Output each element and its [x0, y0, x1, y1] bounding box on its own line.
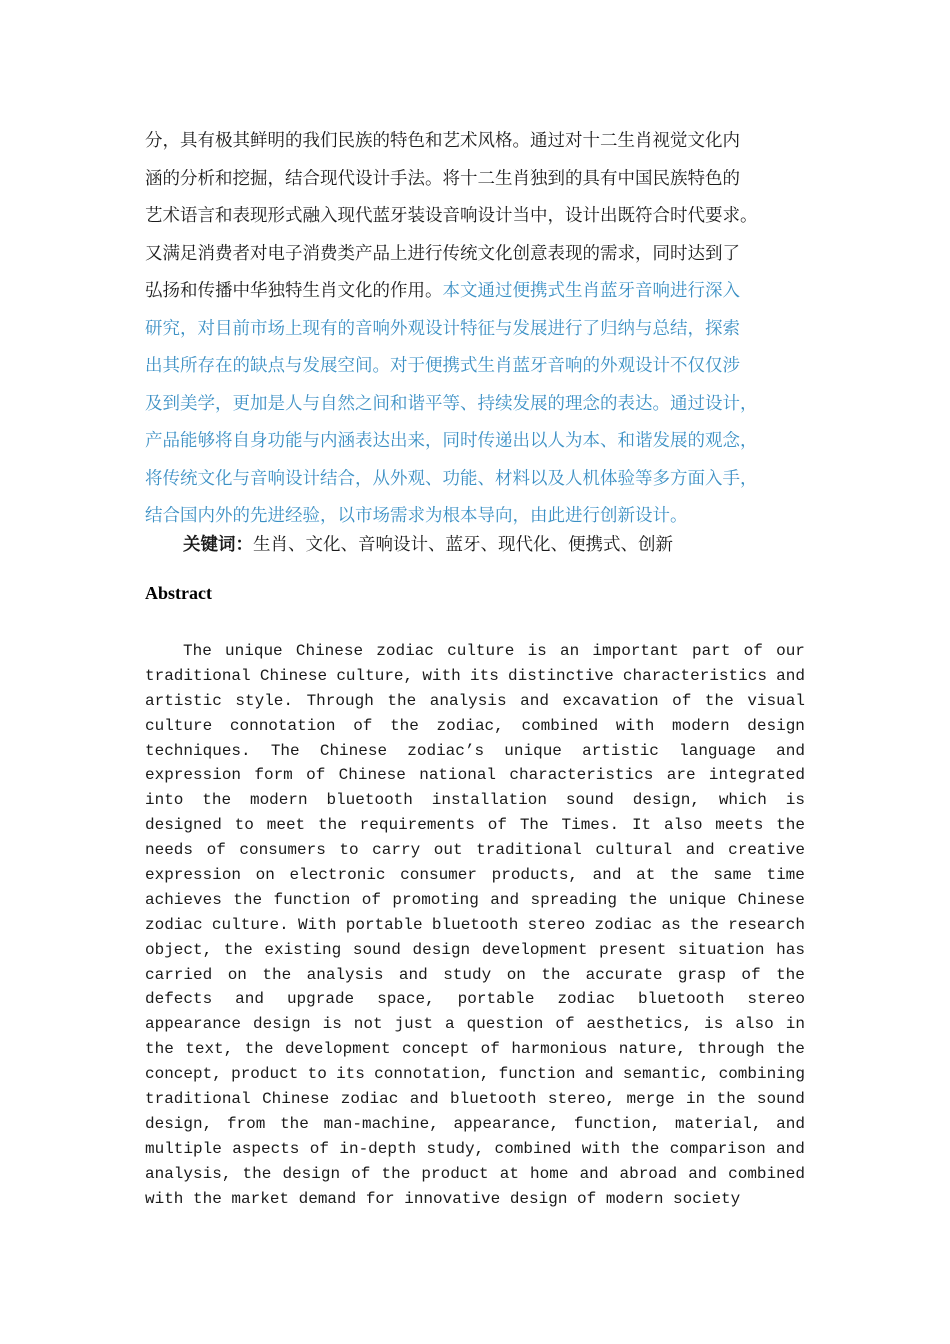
en-word: the [223, 940, 253, 959]
abstract-heading: Abstract [145, 583, 212, 603]
en-word: the [145, 1040, 174, 1059]
en-line [145, 863, 805, 888]
en-word: with [615, 716, 655, 735]
en-word: designed [145, 816, 222, 835]
en-word: material, [675, 1114, 762, 1133]
en-word: design [747, 716, 805, 735]
en-line [145, 1112, 805, 1137]
en-word: sound [565, 791, 614, 810]
en-word: traditional [145, 1090, 251, 1109]
en-word: The [519, 816, 549, 835]
en-word: zodiac [594, 915, 653, 934]
en-word: the [202, 791, 232, 810]
en-word: portable [457, 990, 535, 1009]
en-word: design [253, 1015, 311, 1034]
en-word: of [353, 716, 373, 735]
en-line [145, 913, 805, 938]
en-word: meet [266, 816, 306, 835]
en-word: merge [626, 1090, 675, 1109]
en-word: comparison [669, 1139, 766, 1158]
en-word: function [498, 1065, 576, 1084]
en-word: zodiac [376, 642, 434, 660]
en-word: a [444, 1015, 455, 1034]
en-line [145, 639, 805, 664]
en-word: of [306, 766, 326, 785]
en-word: to [234, 816, 254, 835]
en-word: the [318, 816, 347, 835]
en-word: meets [715, 816, 764, 835]
en-word: on [506, 965, 526, 984]
en-word: of [743, 642, 763, 660]
en-word: zodiac [340, 1090, 399, 1109]
en-word: distinctive [508, 666, 614, 685]
en-line [145, 1037, 805, 1062]
en-word: of [741, 965, 761, 984]
en-word: bluetooth [638, 990, 725, 1009]
en-word: bluetooth [450, 1090, 537, 1109]
en-word: It [631, 816, 652, 835]
en-word: the [689, 915, 719, 934]
en-line [145, 763, 805, 788]
en-word: the [387, 691, 417, 710]
cn-line-11: 结合国内外的先进经验，以市场需求为根本导向，由此进行创新设计。 [145, 506, 688, 526]
en-word: part [692, 642, 731, 660]
en-line [145, 1012, 805, 1037]
en-word: Chinese [295, 642, 364, 660]
keywords-line [183, 528, 673, 562]
english-abstract [145, 639, 805, 1211]
en-word: demand [298, 1189, 357, 1208]
en-word: the [704, 691, 734, 710]
en-word: modern [249, 791, 308, 810]
en-word: to [339, 841, 359, 860]
en-word: with [581, 1139, 621, 1158]
en-word: design [412, 940, 471, 959]
en-word: the [716, 1090, 746, 1109]
en-line [145, 963, 805, 988]
en-line [145, 714, 805, 739]
cn-line-5-highlight: 本文通过便携式生肖蓝牙音响进行深入 [442, 281, 740, 301]
en-word: combining [718, 1065, 805, 1084]
en-word: man-machine, [323, 1114, 439, 1133]
en-word: the [193, 1189, 222, 1208]
en-word: promoting [392, 890, 479, 909]
en-word: time [766, 866, 805, 885]
en-word: stereo [747, 990, 805, 1009]
en-word: existing [264, 940, 342, 959]
en-word: of [487, 816, 507, 835]
en-word: situation [678, 940, 765, 959]
en-word: are [666, 766, 696, 785]
en-word: combined [521, 716, 599, 735]
en-word: on [227, 965, 247, 984]
en-word: cultural [595, 841, 673, 860]
en-word: also [735, 1015, 774, 1034]
en-word: of [206, 841, 226, 860]
en-word: at [499, 1164, 519, 1183]
en-line [145, 888, 805, 913]
en-word: products, [491, 866, 579, 885]
en-word: traditional [145, 666, 251, 685]
en-word: home [530, 1164, 569, 1183]
en-word: of [351, 1164, 371, 1183]
en-word: with [145, 1189, 184, 1208]
en-word: the [244, 1040, 274, 1059]
en-word: carry [372, 841, 421, 860]
en-word: harmonious [511, 1040, 608, 1059]
en-word: needs [145, 841, 194, 860]
en-word: unique [225, 642, 283, 660]
en-word: of [480, 1040, 500, 1059]
en-word: zodiac [557, 990, 616, 1009]
en-word: upgrade [286, 990, 355, 1009]
en-word: and [409, 1090, 439, 1109]
en-word: in [685, 1090, 706, 1109]
en-word: function, [573, 1114, 661, 1133]
en-word: Times. [561, 816, 620, 835]
en-word: the [776, 965, 805, 984]
en-word: design, [145, 1114, 213, 1133]
en-word: of [361, 890, 381, 909]
keywords-label: 关键词： [183, 535, 253, 555]
en-word: its [336, 1065, 365, 1084]
en-word: is [527, 642, 547, 660]
en-word: the [776, 1040, 805, 1059]
en-word: bluetooth [431, 915, 519, 934]
en-word: The [183, 642, 212, 660]
en-word: unique [504, 741, 562, 760]
en-word: expression [145, 766, 242, 785]
en-word: spreading [530, 890, 617, 909]
en-word: is [704, 1015, 724, 1034]
en-line [145, 838, 805, 863]
cn-line-5 [145, 273, 807, 311]
en-word: semantic, [622, 1065, 710, 1084]
en-word: appearance [145, 1015, 242, 1034]
en-word: Chinese [259, 666, 328, 685]
en-word: the [630, 1139, 660, 1158]
en-word: design [509, 1189, 568, 1208]
en-word: With [298, 915, 337, 934]
cn-line-4: 又满足消费者对电子消费类产品上进行传统文化创意表现的需求，同时达到了 [145, 243, 740, 264]
en-word: stereo, [547, 1090, 616, 1109]
en-word: design, [632, 791, 700, 810]
en-line [145, 788, 805, 813]
en-word: into [145, 791, 184, 810]
en-word: zodiac’s [407, 741, 485, 760]
cn-line-8: 及到美学，更加是人与自然之间和谐平等、持续发展的理念的表达。通过设计， [145, 393, 758, 414]
cn-line-6: 研究，对目前市场上现有的音响外观设计特征与发展进行了归纳与总结，探索 [145, 318, 740, 339]
en-word: culture, [336, 666, 414, 685]
en-word: not [353, 1015, 383, 1034]
en-word: object, [145, 940, 213, 959]
en-line [145, 1062, 805, 1087]
en-word: has [776, 940, 805, 959]
en-word: The [270, 741, 300, 760]
en-word: accurate [585, 965, 663, 984]
en-word: language [679, 741, 756, 760]
en-word: just [394, 1015, 433, 1034]
en-word: in [785, 1015, 805, 1034]
en-word: and [579, 1164, 609, 1183]
en-word: aspects [232, 1139, 300, 1158]
en-word: our [776, 642, 805, 660]
en-word: defects [145, 990, 213, 1009]
en-word: space, [377, 990, 435, 1009]
en-line [145, 689, 805, 714]
en-word: development [284, 1040, 391, 1059]
en-word: aesthetics, [586, 1015, 693, 1034]
en-word: at [636, 866, 656, 885]
en-word: development [481, 940, 588, 959]
en-word: also [664, 816, 703, 835]
en-line [145, 1187, 805, 1212]
en-word: the [776, 816, 805, 835]
en-word: important [592, 642, 679, 660]
en-word: study, [426, 1139, 485, 1158]
en-word: its [470, 666, 499, 685]
en-word: present [599, 940, 667, 959]
en-word: characteristics [509, 766, 654, 785]
en-word: question [466, 1015, 544, 1034]
cn-line-9: 产品能够将自身功能与内涵表达出来，同时传递出以人为本、和谐发展的观念， [145, 431, 758, 451]
en-word: Chinese [262, 1090, 330, 1109]
en-word: sound [352, 940, 401, 959]
en-word: same [713, 866, 752, 885]
en-word: research [728, 915, 805, 934]
en-line [145, 1137, 805, 1162]
en-word: national [419, 766, 497, 785]
en-word: requirements [359, 816, 475, 835]
en-word: abroad [619, 1164, 678, 1183]
en-word: the [381, 1164, 411, 1183]
en-word: through [697, 1040, 765, 1059]
en-word: electronic [289, 866, 386, 885]
en-word: creative [728, 841, 805, 860]
en-word: and [776, 741, 805, 760]
en-word: sound [756, 1090, 805, 1109]
en-word: combined [728, 1164, 805, 1183]
en-word: form [254, 766, 293, 785]
cn-line-7: 出其所存在的缺点与发展空间。对于便携式生肖蓝牙音响的外观设计不仅仅涉 [145, 356, 740, 376]
en-word: artistic [145, 691, 222, 710]
en-word: integrated [708, 766, 805, 785]
en-word: the [628, 890, 658, 909]
en-word: with [422, 666, 461, 685]
en-word: concept, [145, 1065, 222, 1084]
en-word: the [262, 965, 292, 984]
en-word: modern [605, 1189, 664, 1208]
en-word: the [233, 890, 263, 909]
en-word: nature, [618, 1040, 686, 1059]
en-word: and [235, 990, 264, 1009]
en-word: and [776, 666, 805, 685]
en-word: and [490, 890, 520, 909]
en-word: and [520, 691, 549, 710]
en-word: consumer [400, 866, 477, 885]
en-word: of [577, 1189, 597, 1208]
en-word: the [242, 1164, 272, 1183]
en-word: to [307, 1065, 327, 1084]
en-word: product [231, 1065, 299, 1084]
en-word: of [555, 1015, 575, 1034]
en-word: and [776, 1114, 805, 1133]
en-word: concept [402, 1040, 470, 1059]
en-word: Chinese [319, 741, 388, 760]
en-word: analysis, [145, 1164, 232, 1183]
en-word: and [685, 841, 715, 860]
en-word: excavation [562, 691, 659, 710]
en-word: analysis [429, 691, 507, 710]
en-word: function [273, 890, 351, 909]
en-word: in-depth [339, 1139, 417, 1158]
en-word: Through [306, 691, 374, 710]
en-word: techniques. [145, 741, 251, 760]
cn-line-3: 艺术语言和表现形式融入现代蓝牙装设音响设计当中，设计出既符合时代要求。 [145, 206, 758, 226]
en-word: out [433, 841, 463, 860]
en-word: from [226, 1114, 266, 1133]
en-word: Chinese [338, 766, 406, 785]
en-word: Chinese [737, 890, 805, 909]
en-word: connotation, [374, 1065, 490, 1084]
en-line [145, 938, 805, 963]
en-word: product [421, 1164, 489, 1183]
en-word: and [688, 1164, 718, 1183]
en-word: the [390, 716, 419, 735]
en-word: society [673, 1189, 741, 1208]
en-word: portable [345, 915, 423, 934]
en-line [145, 987, 805, 1012]
cn-line-10: 将传统文化与音响设计结合，从外观、功能、材料以及人机体验等多方面入手， [145, 468, 758, 489]
en-word: expression [145, 866, 242, 885]
en-word: connotation [229, 716, 336, 735]
en-word: zodiac [145, 915, 203, 934]
en-word: consumers [239, 841, 326, 860]
cn-line-2: 涵的分析和挖掘，结合现代设计手法。将十二生肖独到的具有中国民族特色的 [145, 168, 740, 189]
en-line [145, 739, 805, 764]
en-word: visual [747, 691, 805, 710]
en-word: grasp [677, 965, 726, 984]
en-word: and [776, 1139, 805, 1158]
en-word: for [365, 1189, 395, 1208]
en-word: stereo [527, 915, 586, 934]
en-word: characteristics [622, 666, 767, 685]
en-word: achieves [145, 890, 222, 909]
en-word: of [309, 1139, 329, 1158]
en-word: the [280, 1114, 309, 1133]
en-word: which [718, 791, 767, 810]
en-word: an [559, 642, 580, 660]
chinese-abstract [145, 123, 807, 536]
en-word: zodiac, [436, 716, 504, 735]
en-word: bluetooth [326, 791, 413, 810]
en-word: market [231, 1189, 290, 1208]
en-word: culture [447, 642, 515, 660]
en-line [145, 1162, 805, 1187]
en-word: the [541, 965, 571, 984]
en-word: text, [185, 1040, 234, 1059]
cn-line-1: 分，具有极其鲜明的我们民族的特色和艺术风格。通过对十二生肖视觉文化内 [145, 131, 740, 151]
en-word: and [592, 866, 622, 885]
en-word: appearance, [453, 1114, 560, 1133]
en-word: and [584, 1065, 614, 1084]
en-line [145, 1087, 805, 1112]
en-word: as [661, 915, 681, 934]
en-word: carried [145, 965, 213, 984]
en-word: is [785, 791, 805, 810]
en-line [145, 813, 805, 838]
en-word: culture. [211, 915, 289, 934]
en-word: style. [235, 691, 293, 710]
en-word: the [669, 866, 699, 885]
en-word: installation [431, 791, 547, 810]
en-word: unique [668, 890, 727, 909]
en-word: innovative [404, 1189, 501, 1208]
cn-line-5-black: 弘扬和传播中华独特生肖文化的作用。 [145, 281, 443, 301]
en-word: modern [672, 716, 730, 735]
en-word: is [322, 1015, 342, 1034]
en-word: of [672, 691, 692, 710]
en-line [145, 664, 805, 689]
en-word: traditional [476, 841, 582, 860]
en-word: design [282, 1164, 341, 1183]
en-word: combined [494, 1139, 572, 1158]
en-word: artistic [582, 741, 659, 760]
en-word: study [443, 965, 492, 984]
en-word: and [398, 965, 428, 984]
en-word: multiple [145, 1139, 222, 1158]
en-word: culture [145, 716, 213, 735]
en-word: on [255, 866, 275, 885]
keywords-value: 生肖、文化、音响设计、蓝牙、现代化、便携式、创新 [253, 535, 673, 555]
en-word: analysis [306, 965, 384, 984]
